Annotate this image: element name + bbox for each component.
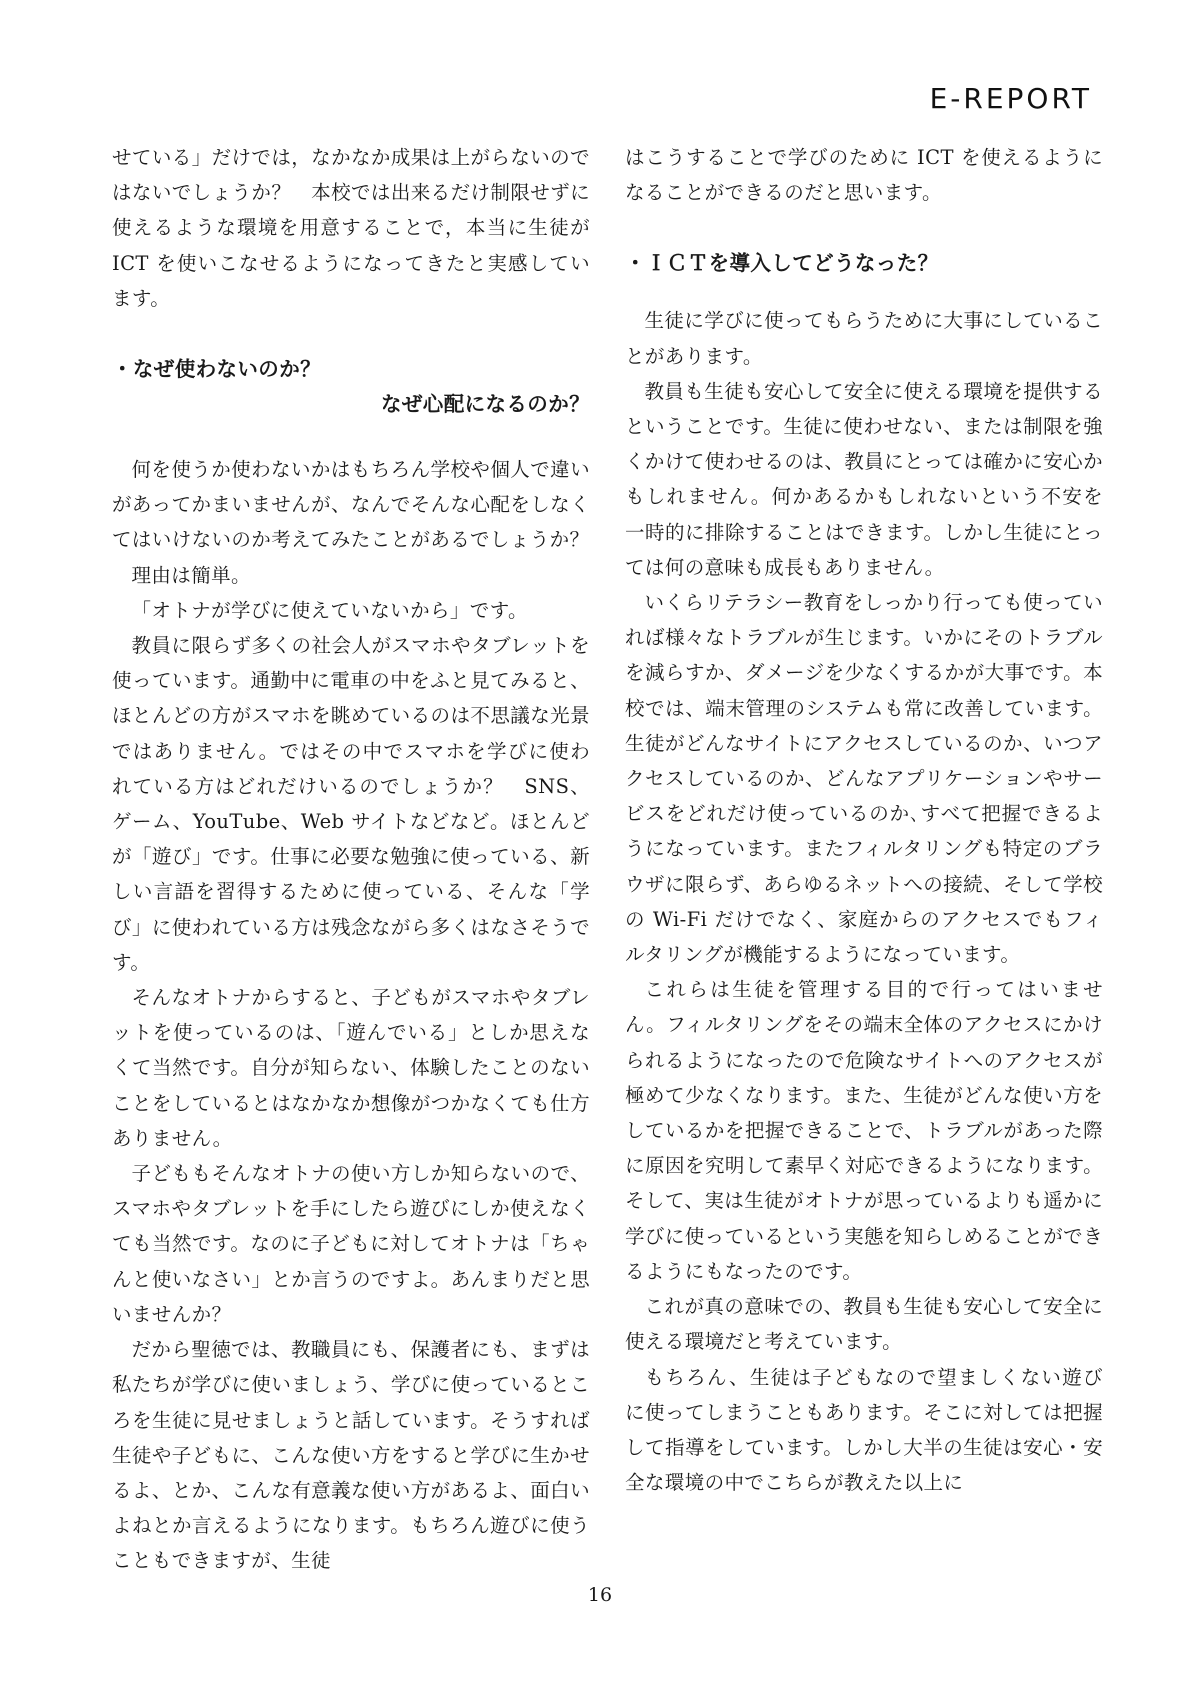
- spacer: [112, 316, 590, 352]
- left-continued-paragraph: せている」だけでは，なかなか成果は上がらないのではないでしょうか？ 本校では出来るだけ制限せずに使えるような環境を用意することで，本当に生徒が ICT を使いこなせるようになってきたと実感しています。: [112, 146, 590, 310]
- right-paragraph-2: 教員も生徒も安心して安全に使える環境を提供するということです。生徒に使わせない、または制限を強くかけて使わせるのは、教員にとっては確かに安心かもしれません。何かあるかもしれないという不安を一時的に排除することはできます。しかし生徒にとっては何の意味も成長もありません。: [625, 379, 1103, 579]
- spacer: [112, 422, 590, 452]
- heading-line-2: なぜ心配になるのか？: [381, 392, 590, 417]
- right-paragraph-4: これらは生徒を管理する目的で行ってはいません。フィルタリングをその端末全体のアクセスにかけられるようになったので危険なサイトへのアクセスが極めて少なくなります。また、生徒がどんな使い方をしているかを把握できることで、トラブルがあった際に原因を究明して素早く対応できるようになります。そして、実は生徒がオトナが思っているよりも遥かに学びに使っているという実態を知らしめることができるようにもなったのです。: [625, 978, 1103, 1283]
- left-paragraph-6: 子どももそんなオトナの使い方しか知らないので、スマホやタブレットを手にしたら遊びにしか使えなくても当然です。なのに子どもに対してオトナは「ちゃんと使いなさい」とか言うのですよ。あんまりだと思いませんか？: [112, 1162, 590, 1326]
- left-column: [112, 140, 590, 1579]
- page-number: 16: [587, 1584, 613, 1606]
- right-paragraph-3: いくらリテラシー教育をしっかり行っても使っていれば様々なトラブルが生じます。いかにそのトラブルを減らすか、ダメージを少なくするかが大事です。本校では、端末管理のシステムも常に改善しています。生徒がどんなサイトにアクセスしているのか、いつアクセスしているのか、どんなアプリケーションやサービスをどれだけ使っているのか､すべて把握できるようになっています。またフィルタリングも特定のブラウザに限らず、あらゆるネットへの接続、そして学校の Wi-Fi だけでなく、家庭からのアクセスでもフィルタリングが機能するようになっています。: [625, 591, 1103, 967]
- section-heading-after-ict: ・ＩＣＴを導入してどうなった？: [625, 251, 939, 276]
- left-paragraph-5: そんなオトナからすると、子どもがスマホやタブレットを使っているのは、「遊んでいる」としか思えなくて当然です。自分が知らない、体験したことのないことをしているとはなかなか想像がつかなくても仕方ありません。: [112, 986, 590, 1150]
- left-paragraph-4: 教員に限らず多くの社会人がスマホやタブレットを使っています。通勤中に電車の中をふと見てみると、ほとんどの方がスマホを眺めているのは不思議な光景ではありません。ではその中でスマホを学びに使われている方はどれだけいるのでしょうか？ SNS、ゲーム、YouTube、Web サイトなどなど。ほとんどが「遊び」です。仕事に必要な勉強に使っている、新しい言語を習得するために使っている、そんな「学び」に使われている方は残念ながら多くはなさそうです。: [112, 634, 590, 974]
- heading-line-1: ・なぜ使わないのか？: [112, 357, 321, 382]
- right-column: [625, 140, 1103, 1500]
- report-header-title: E-REPORT: [929, 82, 1092, 115]
- right-continued-paragraph: はこうすることで学びのために ICT を使えるようになることができるのだと思います。: [625, 146, 1103, 205]
- left-paragraph-1: 何を使うか使わないかはもちろん学校や個人で違いがあってかまいませんが、なんでそんな心配をしなくてはいけないのか考えてみたことがあるでしょうか？: [112, 458, 590, 552]
- right-paragraph-6: もちろん、生徒は子どもなので望ましくない遊びに使ってしまうこともあります。そこに対しては把握して指導をしています。しかし大半の生徒は安心・安全な環境の中でこちらが教えた以上に: [625, 1365, 1103, 1495]
- right-paragraph-5: これが真の意味での、教員も生徒も安心して安全に使える環境だと考えています。: [625, 1295, 1103, 1354]
- left-paragraph-7: だから聖徳では、教職員にも、保護者にも、まずは私たちが学びに使いましょう、学びに使っているところを生徒に見せましょうと話しています。そうすれば生徒や子どもに、こんな使い方をすると学びに生かせるよ、とか、こんな有意義な使い方があるよ、面白いよねとか言えるようになります。もちろん遊びに使うこともできますが、生徒: [112, 1338, 590, 1573]
- left-paragraph-3: 「オトナが学びに使えていないから」です。: [131, 598, 528, 622]
- right-paragraph-1: 生徒に学びに使ってもらうために大事にしていることがあります。: [625, 309, 1103, 368]
- spacer: [625, 281, 1103, 303]
- left-paragraph-2: 理由は簡単。: [131, 563, 251, 587]
- section-heading-why-not-use: [112, 352, 590, 422]
- spacer: [625, 210, 1103, 246]
